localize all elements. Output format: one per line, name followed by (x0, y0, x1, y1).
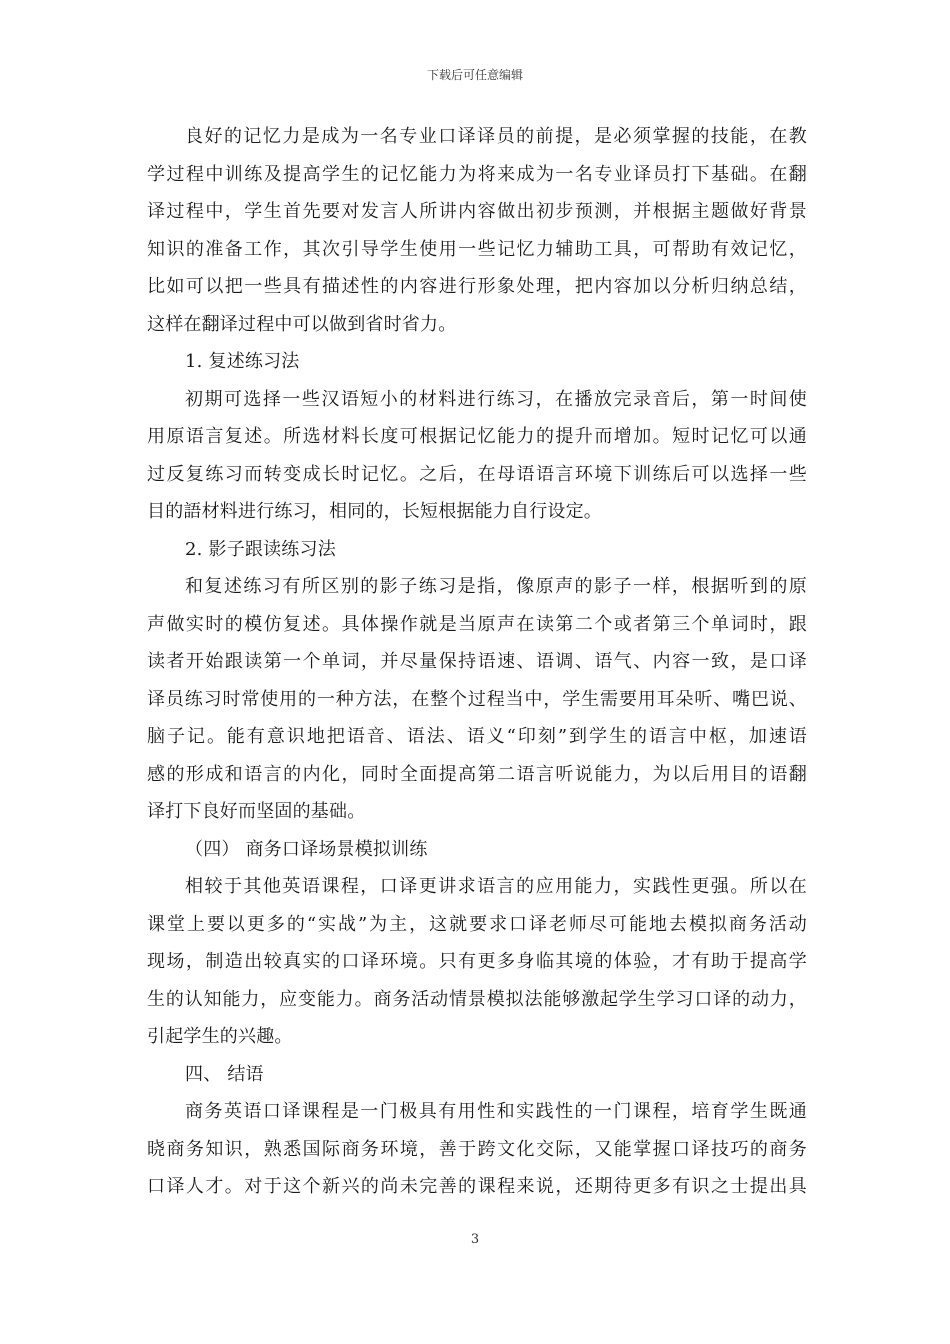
text-line: 晓商务知识，熟悉国际商务环境，善于跨文化交际，又能掌握口译技巧的商务 (147, 1138, 807, 1160)
text-line: 2. 影子跟读练习法 (185, 538, 336, 560)
text-line: 1. 复述练习法 (185, 351, 300, 372)
text-line: 商务英语口译课程是一门极具有用性和实践性的一门课程，培育学生既通 (185, 1101, 807, 1122)
text-line: 四、 结语 (185, 1063, 264, 1085)
text-line: 良好的记忆力是成为一名专业口译译员的前提，是必须掌握的技能，在教 (185, 126, 807, 147)
text-line: 相较于其他英语课程，口译更讲求语言的应用能力，实践性更强。所以在 (185, 876, 807, 897)
text-line: 脑子记。能有意识地把语音、语法、语义“印刻”到学生的语言中枢，加速语 (147, 726, 807, 747)
text-line: 读者开始跟读第一个单词，并尽量保持语速、语调、语气、内容一致，是口译 (147, 651, 807, 672)
text-line: 感的形成和语言的内化，同时全面提高第二语言听说能力，为以后用目的语翻 (147, 763, 807, 785)
text-line: 目的語材料进行练习，相同的，长短根据能力自行设定。 (147, 501, 602, 522)
text-line: 口译人才。对于这个新兴的尚未完善的课程来说，还期待更多有识之士提出具 (147, 1176, 807, 1197)
text-line: 用原语言复述。所选材料长度可根据记忆能力的提升而增加。短时记忆可以通 (147, 426, 807, 447)
page-number: 3 (470, 1232, 480, 1247)
text-line: 声做实时的模仿复述。具体操作就是当原声在读第二个或者第三个单词时，跟 (147, 613, 807, 635)
page-header: 下载后可任意编辑 (426, 68, 523, 82)
text-line: 和复述练习有所区别的影子练习是指，像原声的影子一样，根据听到的原 (185, 576, 807, 597)
text-line: 初期可选择一些汉语短小的材料进行练习，在播放完录音后，第一时间使 (185, 388, 807, 410)
text-line: 学过程中训练及提高学生的记忆能力为将来成为一名专业译员打下基础。在翻 (147, 163, 807, 185)
text-line: （四） 商务口译场景模拟训练 (185, 838, 428, 860)
text-line: 译员练习时常使用的一种方法，在整个过程当中，学生需要用耳朵听、嘴巴说、 (147, 688, 807, 710)
text-line: 这样在翻译过程中可以做到省时省力。 (147, 313, 457, 335)
text-line: 课堂上要以更多的“实战”为主，这就要求口译老师尽可能地去模拟商务活动 (147, 913, 807, 935)
text-line: 引起学生的兴趣。 (147, 1026, 293, 1047)
text-line: 译打下良好而坚固的基础。 (147, 801, 366, 822)
text-line: 现场，制造出较真实的口译环境。只有更多身临其境的体验，才有助于提高学 (147, 951, 807, 972)
text-line: 生的认知能力，应变能力。商务活动情景模拟法能够激起学生学习口译的动力， (147, 988, 807, 1010)
text-line: 知识的准备工作，其次引导学生使用一些记忆力辅助工具，可帮助有效记忆， (147, 238, 807, 260)
text-line: 过反复练习而转变成长时记忆。之后，在母语语言环境下训练后可以选择一些 (147, 463, 807, 485)
body-text (147, 118, 807, 1206)
text-line: 译过程中，学生首先要对发言人所讲内容做出初步预测，并根据主题做好背景 (147, 201, 807, 222)
text-line: 比如可以把一些具有描述性的内容进行形象处理，把内容加以分析归纳总结， (147, 276, 807, 297)
